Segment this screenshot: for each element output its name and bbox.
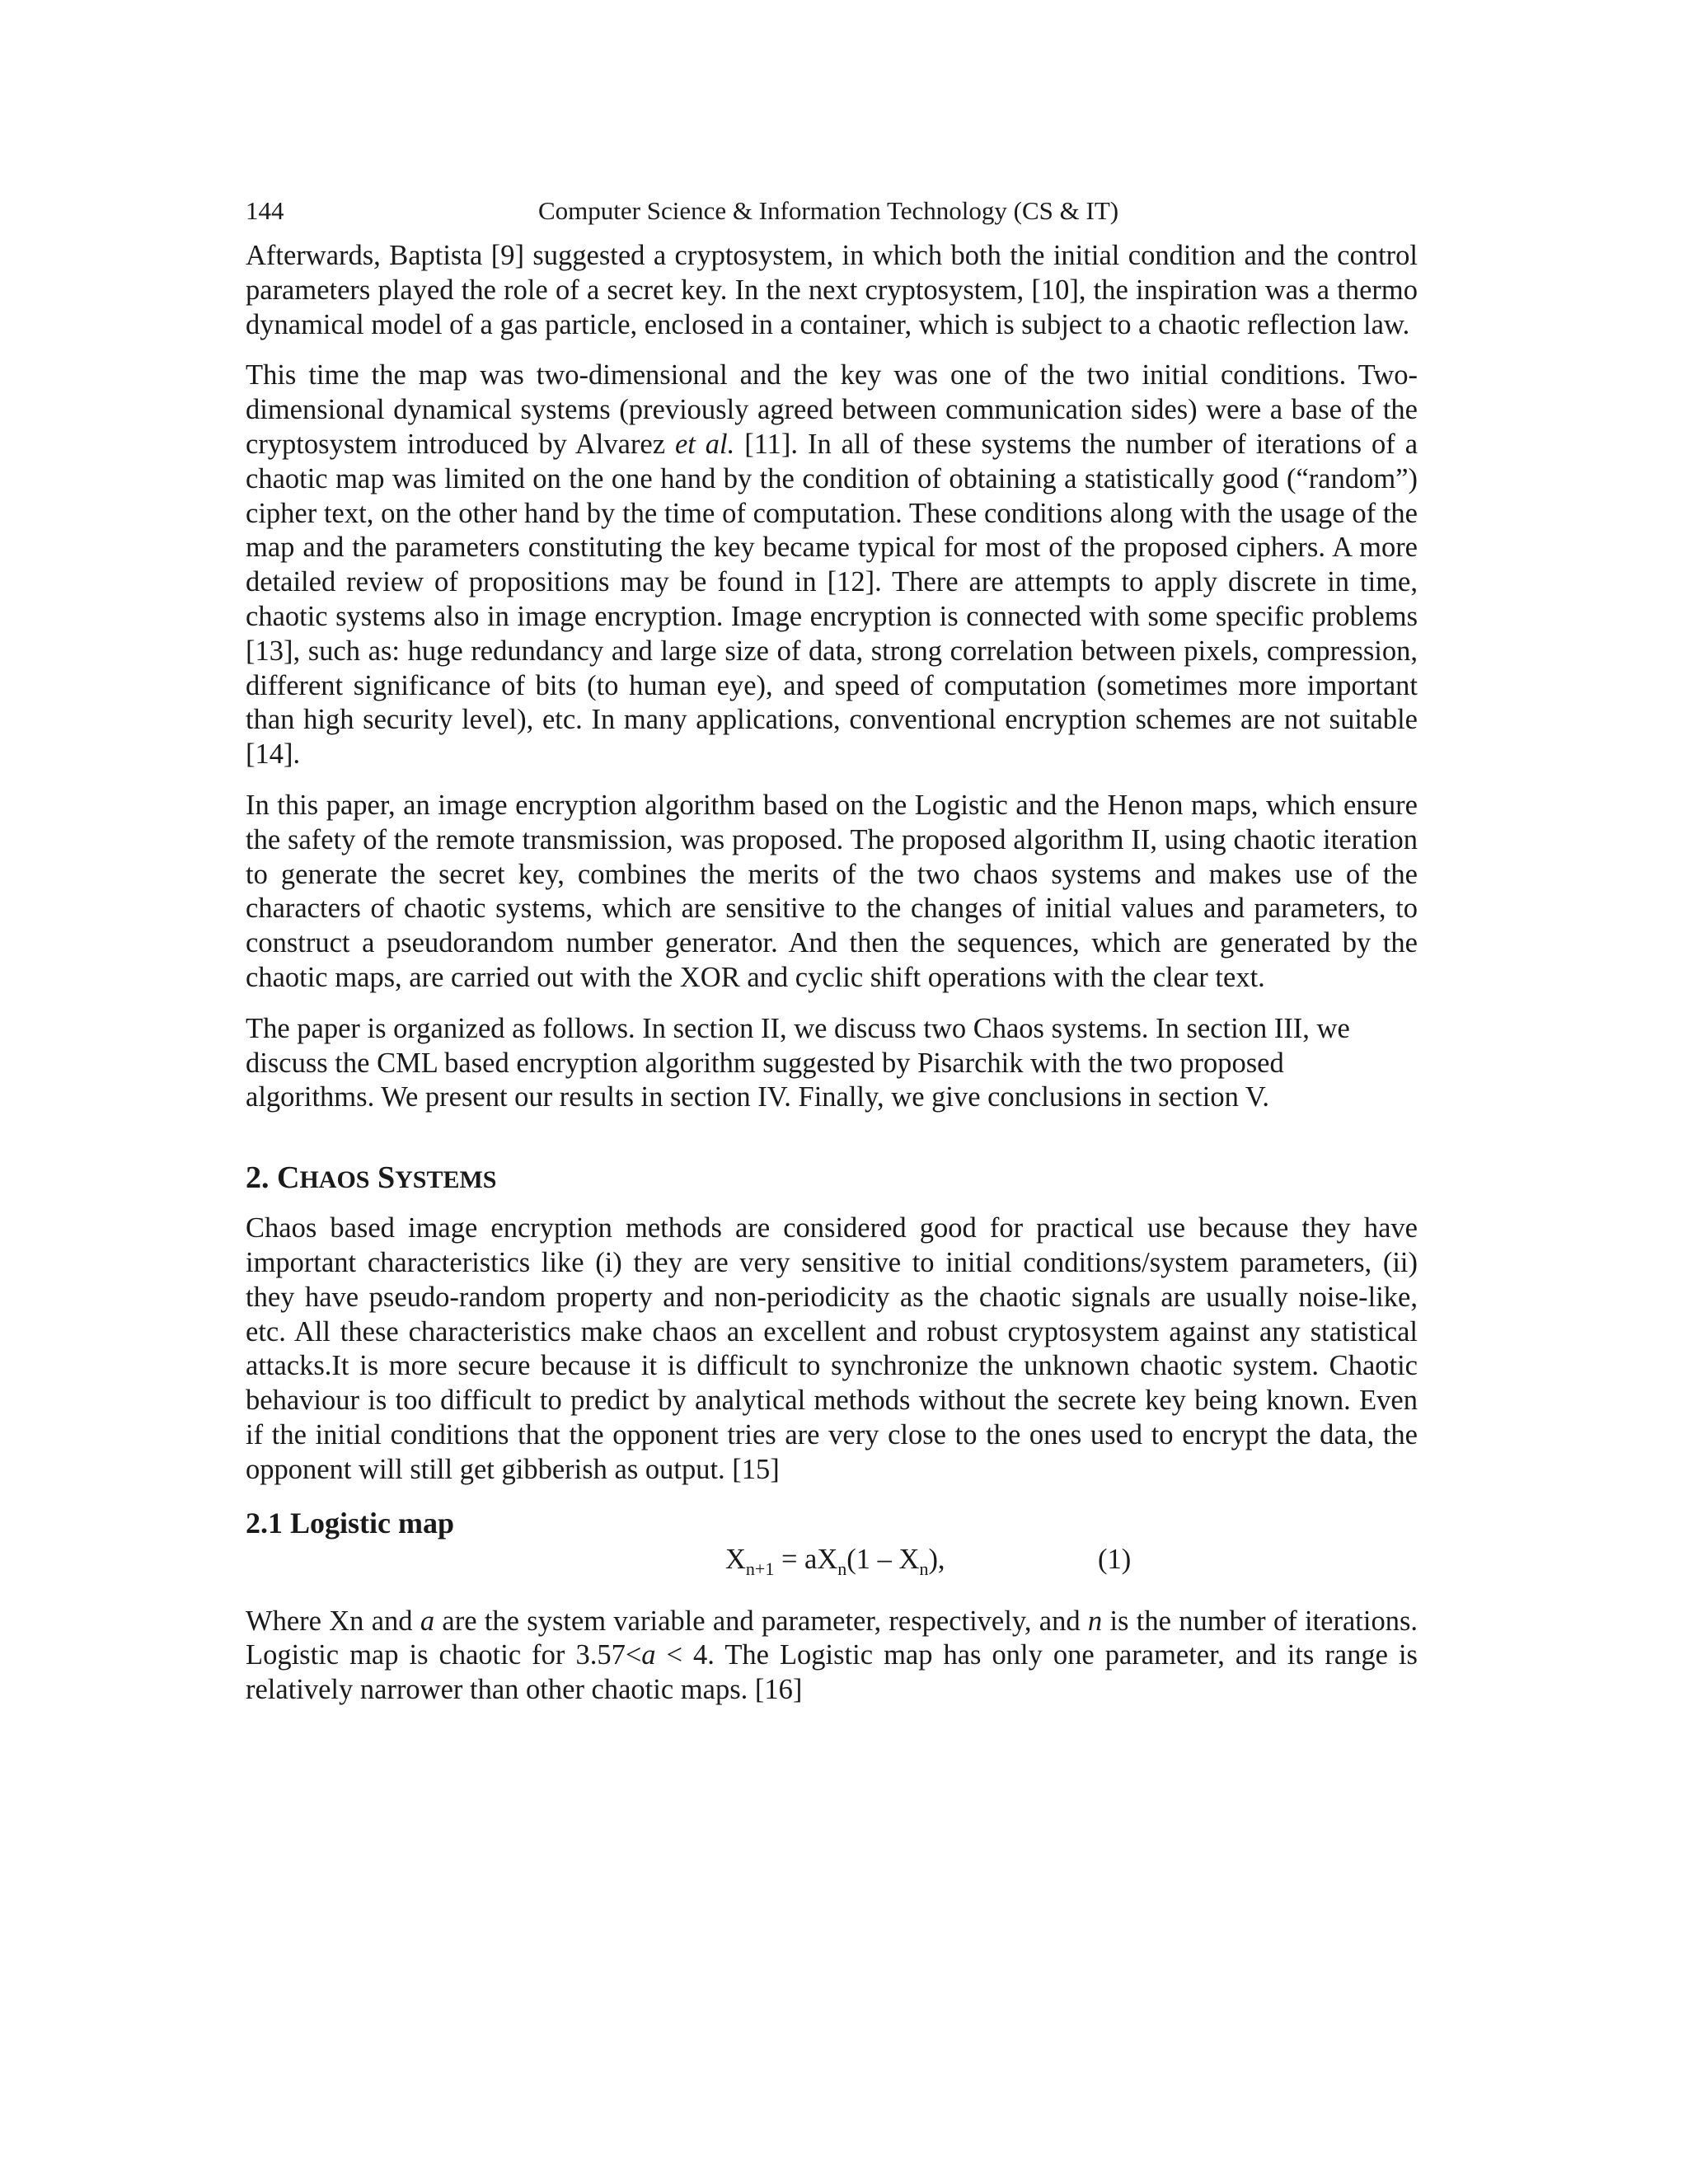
subsection-heading-logistic-map: 2.1 Logistic map bbox=[246, 1506, 455, 1540]
paragraph-organization bbox=[246, 1012, 1418, 1115]
paragraph-text: This time the map was two-dimensional and the key was one of the two initial conditions. Two-dimensional dynamical systems (previously agreed between communication sides) were a base of the cryptosystem introduced by Alvarez bbox=[246, 359, 1418, 460]
page-body bbox=[246, 239, 1418, 1724]
paragraph-line: algorithms. We present our results in section IV. Finally, we give conclusions in section V. bbox=[246, 1081, 1269, 1113]
paragraph-proposed-algorithm: In this paper, an image encryption algorithm based on the Logistic and the Henon maps, which ensure the safety of the remote transmission, was proposed. The proposed algorithm II, using chaotic iteration to generate the secret key, combines the merits of the two chaos systems and makes use of the characters of chaotic systems, which are sensitive to the changes of initial values and parameters, to construct a pseudorandom number generator. And then the sequences, which are generated by the chaotic maps, are carried out with the XOR and cyclic shift operations with the clear text. bbox=[246, 789, 1418, 993]
equation-number: (1) bbox=[1098, 1543, 1132, 1575]
paragraph-logistic-where: Where Xn and a are the system variable and parameter, respectively, and n is the number of iterations. Logistic map is chaotic for 3.57<a < 4. The Logistic map has only one parameter, and its range is relatively narrower than other chaotic maps. [16] bbox=[246, 1605, 1418, 1706]
paragraph-baptista: Afterwards, Baptista [9] suggested a cryptosystem, in which both the initial condition and the control parameters played the role of a secret key. In the next cryptosystem, [10], the inspiration was a thermo dynamical model of a gas particle, enclosed in a container, which is subject to a chaotic reflection law. bbox=[246, 240, 1418, 340]
page-number: 144 bbox=[246, 196, 284, 225]
equation-body: $X_{n+1} = aX_n(1 - X_n)$, bbox=[725, 1543, 945, 1579]
paragraph-line: discuss the CML based encryption algorithm suggested by Pisarchik with the two proposed bbox=[246, 1047, 1284, 1079]
page-header bbox=[246, 196, 1418, 232]
section-heading-chaos-systems: 2. CHAOS SYSTEMS bbox=[246, 1160, 497, 1196]
paragraph-text: [11]. In all of these systems the number of iterations of a chaotic map was limited on the one hand by the condition of obtaining a statistically good (“random”) cipher text, on the other hand by the time of computation. These conditions along with the usage of the map and the parameters constituting the key became typical for most of the proposed ciphers. A more detailed review of propositions may be found in [12]. There are attempts to apply discrete in time, chaotic systems also in image encryption. Image encryption is connected with some specific problems [13], such as: huge redundancy and large size of data, strong correlation between pixels, compression, different significance of bits (to human eye), and speed of computation (sometimes more important than high security level), etc. In many applications, conventional encryption schemes are not suitable [14]. bbox=[246, 428, 1418, 771]
paragraph-two-dimensional bbox=[246, 359, 1418, 772]
paragraph-chaos-systems: Chaos based image encryption methods are considered good for practical use because they have important characteristics like (i) they are very sensitive to initial conditions/system parameters, (ii) they have pseudo-random property and non-periodicity as the chaotic signals are usually noise-like, etc. All these characteristics make chaos an excellent and robust cryptosystem against any statistical attacks.It is more secure because it is difficult to synchronize the unknown chaotic system. Chaotic behaviour is too difficult to predict by analytical methods without the secrete key being known. Even if the initial conditions that the opponent tries are very close to the ones used to encrypt the data, the opponent will still get gibberish as output. [15] bbox=[246, 1212, 1418, 1485]
et-al-italic: et al. bbox=[674, 428, 735, 460]
paragraph-line: The paper is organized as follows. In section II, we discuss two Chaos systems. In section III, we bbox=[246, 1012, 1350, 1044]
equation-logistic-map bbox=[246, 1542, 1418, 1590]
running-title: Computer Science & Information Technology (CS & IT) bbox=[538, 196, 1119, 225]
